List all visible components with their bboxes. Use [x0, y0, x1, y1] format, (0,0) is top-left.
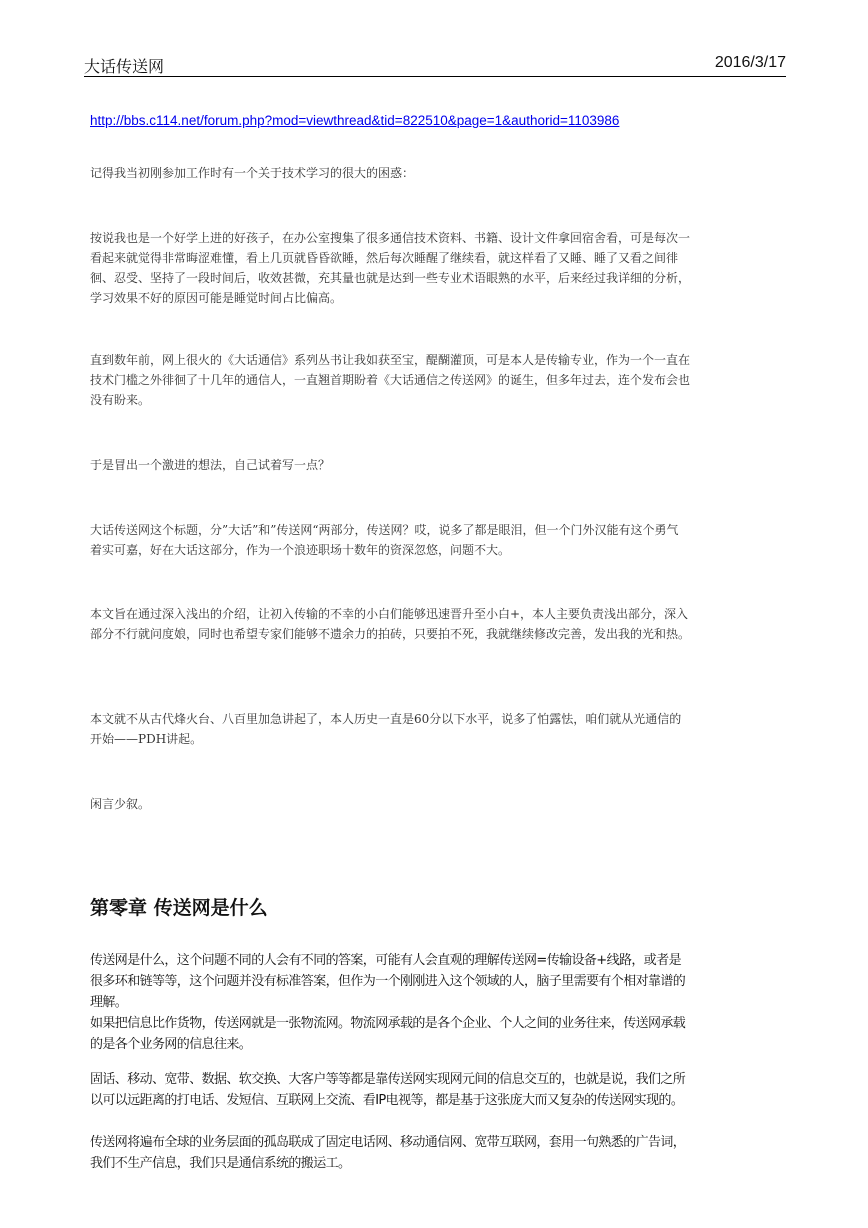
- intro-paragraph: 大话传送网这个标题，分”大话”和”传送网“两部分，传送网？哎，说多了都是眼泪，但一个门外汉能有这个勇气着实可嘉，好在大话这部分，作为一个浪迹职场十数年的资深忽悠，问题不大。: [90, 523, 679, 557]
- source-link[interactable]: http://bbs.c114.net/forum.php?mod=viewthread&tid=822510&page=1&authorid=1103986: [90, 113, 620, 128]
- chapter-title: 第零章 传送网是什么: [90, 897, 268, 919]
- intro-paragraph: 于是冒出一个激进的想法，自己试着写一点？: [90, 458, 331, 472]
- intro-paragraph: 记得我当初刚参加工作时有一个关于技术学习的很大的困惑：: [90, 166, 415, 180]
- chapter-paragraph: 如果把信息比作货物，传送网就是一张物流网。物流网承载的是各个企业、个人之间的业务往来，传送网承载的是各个业务网的信息往来。: [90, 1016, 686, 1052]
- intro-paragraph: 直到数年前，网上很火的《大话通信》系列丛书让我如获至宝，醍醐灌顶，可是本人是传输专业，作为一个一直在技术门槛之外徘徊了十几年的通信人，一直翘首期盼着《大话通信之传送网》的诞生，但多年过去，连个发布会也没有盼来。: [90, 353, 691, 407]
- chapter-paragraph: 传送网是什么，这个问题不同的人会有不同的答案，可能有人会直观的理解传送网=传输设备+线路，或者是很多环和链等等，这个问题并没有标准答案，但作为一个刚刚进入这个领域的人，脑子里需要有个相对靠谱的理解。: [90, 953, 686, 1010]
- header-date: 2016/3/17: [714, 54, 786, 71]
- chapter-paragraph: 传送网将遍布全球的业务层面的孤岛联成了固定电话网、移动通信网、宽带互联网，套用一句熟悉的广告词，我们不生产信息，我们只是通信系统的搬运工。: [90, 1135, 686, 1171]
- page-header: [84, 52, 786, 77]
- intro-paragraph: 按说我也是一个好学上进的好孩子，在办公室搜集了很多通信技术资料、书籍、设计文件拿回宿舍看，可是每次一看起来就觉得非常晦涩难懂，看上几页就昏昏欲睡，然后每次睡醒了继续看，就这样看了又睡、睡了又看之间徘徊、忍受、坚持了一段时间后，收效甚微，充其量也就是达到一些专业术语眼熟的水平，后来经过我详细的分析，学习效果不好的原因可能是睡觉时间占比偏高。: [90, 231, 691, 305]
- intro-paragraph: 闲言少叙。: [90, 797, 151, 811]
- intro-paragraph: 本文就不从古代烽火台、八百里加急讲起了，本人历史一直是60分以下水平，说多了怕露怯，咱们就从光通信的开始——PDH讲起。: [90, 712, 682, 746]
- header-title: 大话传送网: [84, 57, 165, 76]
- chapter-paragraph: 固话、移动、宽带、数据、软交换、大客户等等都是靠传送网实现网元间的信息交互的，也就是说，我们之所以可以远距离的打电话、发短信、互联网上交流、看IP电视等，都是基于这张庞大而又复杂的传送网实现的。: [90, 1072, 686, 1108]
- intro-paragraph: 本文旨在通过深入浅出的介绍，让初入传输的不幸的小白们能够迅速晋升至小白+，本人主要负责浅出部分，深入部分不行就问度娘，同时也希望专家们能够不遗余力的拍砖，只要拍不死，我就继续修改完善，发出我的光和热。: [90, 607, 691, 641]
